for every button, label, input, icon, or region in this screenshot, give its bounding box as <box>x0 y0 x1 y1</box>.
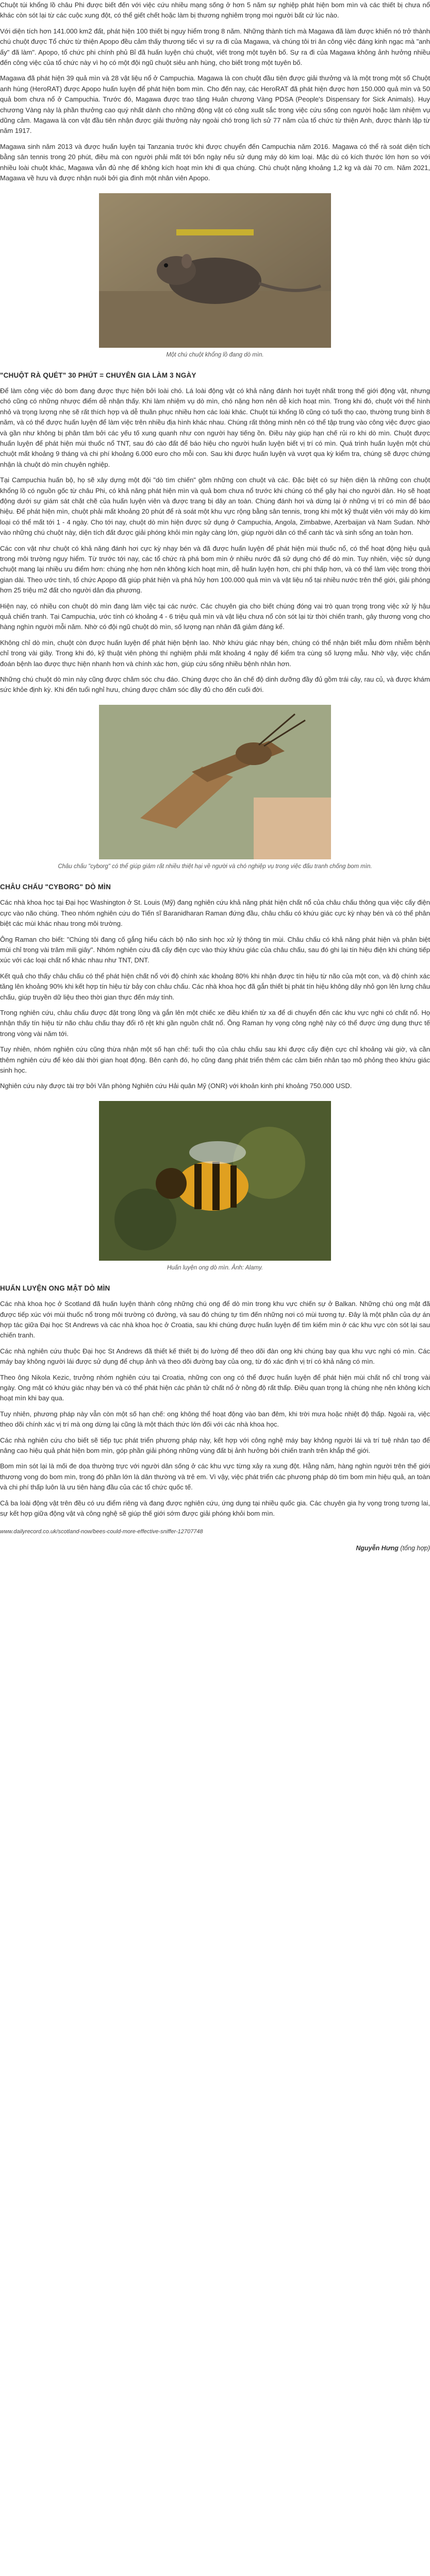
section-paragraph: Những chú chuột dò mìn này cũng được chăm sóc chu đáo. Chúng được cho ăn chế độ dinh dưỡng đầy đủ gồm trái cây, rau củ, và được khám sức khỏe định kỳ. Khi đến tuổi nghỉ hưu, chúng được chăm sóc đầy đủ cho đến cuối đời. <box>0 675 430 694</box>
section-paragraph: Tuy nhiên, nhóm nghiên cứu cũng thừa nhận một số hạn chế: tuổi thọ của châu chấu sau khi được cấy điện cực chỉ khoảng vài giờ, và cần thêm nghiên cứu để kéo dài thời gian hoạt động. Bên cạnh đó, họ cũng đang phát triển thêm các cảm biến nhân tạo mô phỏng theo khứu giác sinh học. <box>0 1045 430 1074</box>
author-role: (tổng hợp) <box>400 1544 430 1552</box>
section-paragraph: Tại Campuchia huấn bộ, họ sẽ xây dựng một đội "dò tìm chiến" gồm những con chuột và các. Đặc biệt có sự hiện diện là những con chuột khổng lồ có nguồn gốc từ châu Phi, có khả năng phát hiện mìn và quả bom chưa nổ trước khi chúng có thể gây hại cho người dân. Họ sẽ hoạt động dưới sự giám sát chặt chẽ của huấn luyện viên và được trang bị dây an toàn. Chúng đánh hơi và dừng lại ở những vị trí có mìn để báo hiệu. Để phát hiện mìn, chuột phải mất khoảng 20 phút để rà soát một khu vực rộng bằng sân tennis, trong khi một kỹ thuật viên với máy dò kim loại có thể mất tới 1 - 4 ngày. Cho tới nay, chuột dò mìn hiện được sử dụng ở Campuchia, Angola, Zimbabwe, Azerbaijan và Nam Sudan. Nhờ vào những chú chuột này, diện tích đất được giải phóng khỏi mìn ngày càng lớn, giúp người dân có thể canh tác và sinh sống an toàn hơn. <box>0 476 430 537</box>
author-name: Nguyễn Hưng <box>356 1544 399 1552</box>
section-paragraph: Các nhà khoa học tại Đại học Washington ở St. Louis (Mỹ) đang nghiên cứu khả năng phát hiện chất nổ của châu chấu thông qua việc cấy điện cực vào não chúng. Theo nhóm nghiên cứu do Tiến sĩ Baranidharan Raman đứng đầu, châu chấu có khứu giác cực kỳ nhạy bén và có thể phân biệt các mùi khác nhau trong môi trường. <box>0 899 430 928</box>
intro-paragraph: Chuột túi khổng lồ châu Phi được biết đến với việc cứu nhiều mạng sống ở hơn 5 năm sự nghiệp phát hiện bom mìn và các thiết bị chưa nổ khác còn sót lại từ các cuộc xung đột, có thể giết chết hoặc làm bị thương nghiêm trọng mọi người bất cứ lúc nào. <box>0 1 430 20</box>
intro-paragraph: Magawa sinh năm 2013 và được huấn luyện tại Tanzania trước khi được chuyển đến Campuchia năm 2016. Magawa có thể rà soát diện tích bằng sân tennis trong 20 phút, điều mà con người phải mất tới bốn ngày nếu sử dụng máy dò kim loại. Mặc dù có kích thước lớn hơn so với nhiều loài chuột khác, Magawa vẫn đủ nhẹ để không kích hoạt mìn khi đi qua chúng. Chú chuột nặng khoảng 1,2 kg và dài 70 cm. Năm 2021, Magawa về hưu và được nhận nuôi bởi gia đình một nhân viên Apopo. <box>0 142 430 182</box>
bee-photo <box>99 1101 331 1261</box>
section-paragraph: Ông Raman cho biết: "Chúng tôi đang cố gắng hiểu cách bộ não sinh học xử lý thông tin mùi. Châu chấu có khả năng phát hiện và phân biệt mùi chỉ trong vài trăm mili giây". Nhóm nghiên cứu đã cấy điện cực vào thùy khứu giác của châu chấu, sau đó ghi lại tín hiệu điện khi chúng tiếp xúc với các loại chất nổ khác nhau như TNT, DNT. <box>0 935 430 964</box>
bee-photo-figure <box>0 1101 430 1272</box>
section-paragraph: Trong nghiên cứu, châu chấu được đặt trong lồng và gắn lên một chiếc xe điều khiển từ xa để di chuyển đến các khu vực nghi có chất nổ. Họ nhận thấy tín hiệu từ não châu chấu thay đổi rõ rệt khi gần nguồn chất nổ. Ông Raman hy vọng công nghệ này có thể được ứng dụng thực tế trong vòng vài năm tới. <box>0 1008 430 1038</box>
section-paragraph: Các nhà khoa học ở Scotland đã huấn luyện thành công những chú ong để dò mìn trong khu vực chiến sự ở Balkan. Những chú ong mật đã được tiếp xúc với mùi thuốc nổ trong môi trường có đường, và sau đó chúng tự tìm đến những nơi có mùi tương tự. Đây là một phần của dự án hợp tác giữa Đại học St Andrews và các nhà khoa học ở Croatia, sau khi chúng được huấn luyện để tìm kiếm mìn ở các khu vực còn sót lại sau chiến tranh. <box>0 1300 430 1340</box>
section-paragraph: Nghiên cứu này được tài trợ bởi Văn phòng Nghiên cứu Hải quân Mỹ (ONR) với khoản kinh phí khoảng 750.000 USD. <box>0 1082 352 1090</box>
locust-photo-figure <box>0 705 430 871</box>
locust-photo <box>99 705 331 859</box>
section-paragraph: Để làm công việc dò bom đang được thực hiện bởi loài chó. Lá loài động vật có khả năng đánh hơi tuyệt nhất trong thế giới động vật, nhưng chó cũng có những nhược điểm dễ nhận thấy. Khi làm nhiệm vụ dò mìn, chó nặng hơn nên dễ kích hoạt mìn. Trong khi đó, chuột với thể hình nhỏ và trọng lượng nhẹ sẽ rất thích hợp và dễ thuần phục nhiều hơn các loài khác. Chuột túi khổng lồ cũng có tuổi thọ cao, thường trung bình 8 năm, và có thể được huấn luyện để làm việc trên nhiều địa hình khác nhau. Chúng rất thông minh nên có thể tập trung vào công việc được giao và gần như không bị phân tâm bởi các yếu tố xung quanh như con người hay tiếng ồn. Điều này giúp hạn chế rủi ro khi dò mìn. Chuột được huấn luyện để phát hiện mùi thuốc nổ TNT, sau đó cào đất để báo hiệu cho người huấn luyện biết vị trí có mìn. Quá trình huấn luyện một chú chuột mất khoảng 9 tháng và chi phí khoảng 6.000 euro cho mỗi con. Sau khi được huấn luyện và vượt qua kỳ kiểm tra, chúng sẽ được chứng nhận là chuột dò mìn chuyên nghiệp. <box>0 386 430 468</box>
section-paragraph: Cả ba loài động vật trên đều có ưu điểm riêng và đang được nghiên cứu, ứng dụng tại nhiều quốc gia. Các chuyên gia hy vọng trong tương lai, sự kết hợp giữa động vật và công nghệ sẽ giúp thế giới sớm được giải phóng khỏi bom mìn. <box>0 1499 430 1518</box>
section-title: HUẤN LUYỆN ONG MẬT DÒ MÌN <box>0 1284 110 1292</box>
section-paragraph: Hiện nay, có nhiều con chuột dò mìn đang làm việc tại các nước. Các chuyên gia cho biết chúng đóng vai trò quan trọng trong việc xử lý hậu quả chiến tranh. Tại Campuchia, ước tính có khoảng 4 - 6 triệu quả mìn và vật liệu chưa nổ còn sót lại từ thời chiến tranh, gây thương vong cho hàng nghìn người mỗi năm. Nhờ có đội ngũ chuột dò mìn, số lượng nạn nhân đã giảm đáng kể. <box>0 602 430 631</box>
figure-caption: Huấn luyện ong dò mìn. Ảnh: Alamy. <box>167 1264 263 1271</box>
author-line <box>0 1543 430 1553</box>
section-paragraph: Bom mìn sót lại là mối đe dọa thường trực với người dân sống ở các khu vực từng xảy ra xung đột. Hằng năm, hàng nghìn người trên thế giới thương vong do bom mìn, trong đó phần lớn là dân thường và trẻ em. Vì vậy, việc phát triển các phương pháp dò tìm bom mìn hiệu quả, an toàn và chi phí thấp luôn là ưu tiên hàng đầu của các tổ chức quốc tế. <box>0 1462 430 1492</box>
section-paragraph: Các nhà nghiên cứu thuộc Đại học St Andrews đã thiết kế thiết bị đo lường để theo dõi đàn ong khi chúng bay qua khu vực nghi có mìn. Các máy bay không người lái được sử dụng để chụp ảnh và theo dõi đường bay của ong, từ đó xác định vị trí có khả năng có mìn. <box>0 1347 430 1366</box>
intro-paragraph: Với diện tích hơn 141.000 km2 đất, phát hiện 100 thiết bị nguy hiểm trong 8 năm. Những thành tích mà Magawa đã làm được khiến nó trở thành chú chuột được Tổ chức từ thiện Apopo đều cảm thấy thương tiếc vì sự ra đi của Magawa, và chúng tôi tri ân công việc đáng kinh ngạc mà "anh ấy" đã làm". Apopo, tổ chức phi chính phủ Bỉ đã huấn luyện chú chuột, viết trong một tuyên bố. Sự ra đi của Magawa không ảnh hưởng nhiều đến công việc của tổ chức này vì họ có một đội ngũ chuột siêu anh hùng, cho biết trong một tuyên bố. <box>0 27 430 67</box>
rat-photo-figure <box>0 193 430 359</box>
figure-caption: Một chú chuột khổng lồ đang dò mìn. <box>166 351 264 358</box>
section-paragraph: Không chỉ dò mìn, chuột còn được huấn luyện để phát hiện bệnh lao. Nhờ khứu giác nhạy bén, chúng có thể nhận biết mẫu đờm nhiễm bệnh chỉ trong vài giây. Trong khi đó, kỹ thuật viên phòng thí nghiệm phải mất khoảng 4 ngày để kiểm tra cùng số lượng mẫu. Nhờ vậy, việc chẩn đoán bệnh lao được thực hiện nhanh hơn và chính xác hơn, giúp cứu sống nhiều bệnh nhân hơn. <box>0 638 430 668</box>
rat-photo <box>99 193 331 348</box>
section-title: "CHUỘT RÀ QUÉT" 30 PHÚT = CHUYÊN GIA LÀM 3 NGÀY <box>0 371 196 379</box>
source-link[interactable]: www.dailyrecord.co.uk/scotland-now/bees-could-more-effective-sniffer-12707748 <box>0 1528 203 1535</box>
section-paragraph: Tuy nhiên, phương pháp này vẫn còn một số hạn chế: ong không thể hoạt động vào ban đêm, khi trời mưa hoặc nhiệt độ thấp. Ngoài ra, việc theo dõi chính xác vị trí mà ong dừng lại cũng là một thách thức lớn đối với các nhà khoa học. <box>0 1410 430 1429</box>
intro-paragraph: Magawa đã phát hiện 39 quả mìn và 28 vật liệu nổ ở Campuchia. Magawa là con chuột đầu tiên được giải thưởng và là một trong một số Chuột anh hùng (HeroRAT) được Apopo huấn luyện để phát hiện bom mìn. Cho đến nay, các HeroRAT đã phát hiện được hơn 150.000 quả mìn và 50 quả bom chưa nổ ở Campuchia. Trước đó, Magawa được trao tặng Huân chương Vàng PDSA (People's Dispensary for Sick Animals). Huy chương Vàng này là phần thưởng cao quý nhất dành cho những động vật có công xuất sắc trong việc cứu sống con người hoặc làm nhiệm vụ dũng cảm. Magawa là con vật đầu tiên nhận được giải thưởng này ngoài chó trong lịch sử 77 năm của tổ chức từ thiện Anh, được thành lập từ năm 1917. <box>0 74 430 135</box>
section-paragraph: Kết quả cho thấy châu chấu có thể phát hiện chất nổ với độ chính xác khoảng 80% khi nhận được tín hiệu từ não của một con, và độ chính xác tăng lên khoảng 90% khi kết hợp tín hiệu từ bảy con châu chấu. Các nhà khoa học đã gắn thiết bị phát tín hiệu không dây nhỏ gọn lên lưng châu chấu, giúp truyền dữ liệu theo thời gian thực đến máy tính. <box>0 972 430 1001</box>
section-paragraph: Các con vật như chuột có khả năng đánh hơi cực kỳ nhạy bén và đã được huấn luyện để phát hiện mùi thuốc nổ, có thể hoạt động hiệu quả trong môi trường nguy hiểm. Từ trước tới nay, các tổ chức rà phá bom mìn ở nhiều nước đã sử dụng chó để dò mìn. Tuy nhiên, việc sử dụng chuột mang lại nhiều ưu điểm hơn: chúng nhẹ hơn nên không kích hoạt mìn, dễ huấn luyện hơn, chi phí thấp hơn, và có thể làm việc trong thời gian dài. Theo ước tính, tổ chức Apopo đã giúp phát hiện và phá hủy hơn 100.000 quả mìn và vật liệu nổ tại nhiều nước trên thế giới, giải phóng hơn 25 triệu m2 đất cho người dân địa phương. <box>0 544 430 595</box>
figure-caption: Châu chấu "cyborg" có thể giúp giảm rất nhiều thiệt hại về người và chó nghiệp vụ trong việc đấu tranh chống bom mìn. <box>58 863 372 870</box>
section-paragraph: Theo ông Nikola Kezic, trưởng nhóm nghiên cứu tại Croatia, những con ong có thể được huấn luyện để phát hiện mùi chất nổ chỉ trong vài ngày. Ong mật có khứu giác nhạy bén và có thể phát hiện các phân tử chất nổ ở nồng độ rất thấp. Điều quan trọng là chúng nhẹ nên không kích hoạt mìn khi bay qua. <box>0 1373 430 1402</box>
section-title: CHÂU CHẤU "CYBORG" DÒ MÌN <box>0 883 111 891</box>
section-paragraph: Các nhà nghiên cứu cho biết sẽ tiếp tục phát triển phương pháp này, kết hợp với công nghệ máy bay không người lái và trí tuệ nhân tạo để nâng cao hiệu quả phát hiện bom mìn, góp phần giải phóng những vùng đất bị ảnh hưởng bởi chiến tranh trên khắp thế giới. <box>0 1436 430 1455</box>
